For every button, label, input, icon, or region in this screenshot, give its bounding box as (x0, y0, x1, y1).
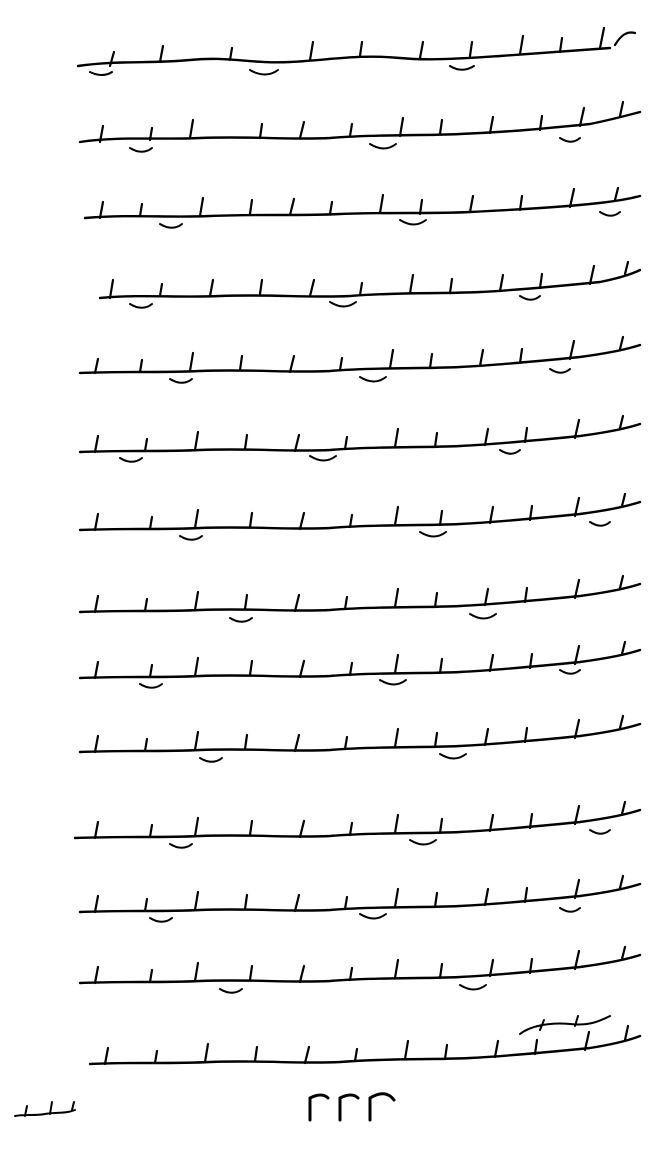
manuscript-line-2 (0, 100, 650, 160)
manuscript-line-11 (0, 800, 650, 860)
manuscript-line-3 (0, 180, 650, 240)
catchword (10, 1098, 90, 1128)
manuscript-line-9 (0, 640, 650, 700)
manuscript-line-7 (0, 492, 650, 552)
page-number (300, 1088, 410, 1128)
manuscript-line-1 (0, 20, 650, 80)
manuscript-line-13 (0, 945, 650, 1005)
manuscript-line-12 (0, 872, 650, 932)
manuscript-line-10 (0, 712, 650, 772)
manuscript-line-8 (0, 572, 650, 632)
manuscript-line-5 (0, 335, 650, 395)
manuscript-line-4 (0, 258, 650, 318)
manuscript-line-6 (0, 412, 650, 472)
manuscript-line-14 (0, 1012, 650, 1082)
